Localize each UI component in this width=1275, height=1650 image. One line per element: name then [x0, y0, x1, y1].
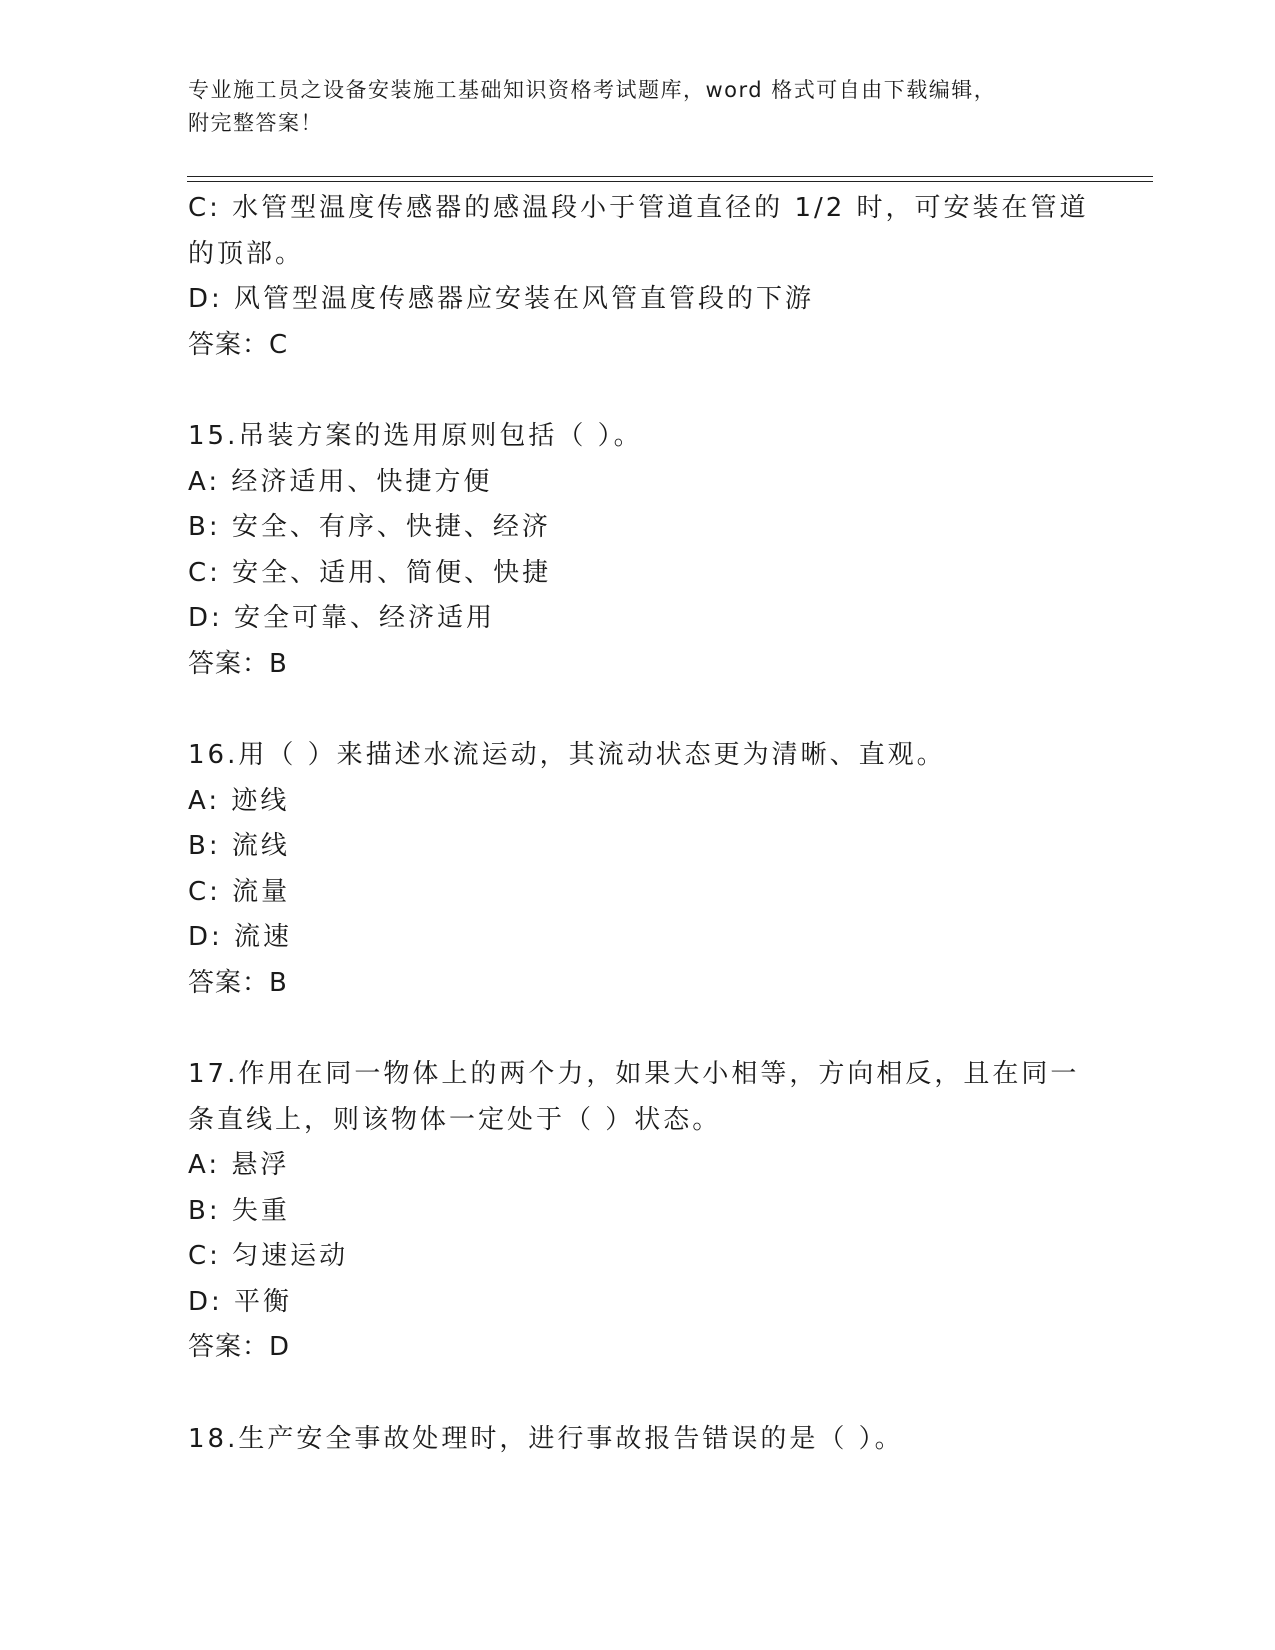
spacer [188, 687, 1088, 733]
option-d: D: 平衡 [188, 1286, 293, 1317]
document-header [188, 74, 1088, 140]
document-body [188, 186, 1088, 1462]
spacer [188, 1371, 1088, 1417]
option-c: C: 流量 [188, 876, 291, 907]
header-divider-bottom [187, 181, 1153, 182]
option-d: D: 风管型温度传感器应安装在风管直管段的下游 [188, 284, 815, 314]
option-c: C: 安全、适用、简便、快捷 [188, 557, 552, 588]
question-17 [188, 1052, 1088, 1371]
option-a: A: 迹线 [188, 785, 290, 816]
header-line-2: 附完整答案！ [188, 111, 323, 135]
option-c: C: 匀速运动 [188, 1241, 349, 1271]
question-16 [188, 733, 1088, 1006]
question-15 [188, 414, 1088, 687]
question-text-line-1: 17.作用在同一物体上的两个力，如果大小相等，方向相反，且在同一 [188, 1059, 1080, 1089]
answer: 答案：C [188, 329, 289, 360]
answer: 答案：B [188, 967, 288, 998]
question-18 [188, 1417, 1088, 1463]
option-b: B: 安全、有序、快捷、经济 [188, 512, 551, 542]
option-a: A: 经济适用、快捷方便 [188, 466, 493, 497]
option-b: B: 流线 [188, 831, 290, 861]
question-text: 15.吊装方案的选用原则包括（ ）。 [188, 421, 643, 451]
header-divider-top [187, 176, 1153, 177]
option-b: B: 失重 [188, 1195, 290, 1226]
question-14-tail [188, 186, 1088, 368]
question-text: 18.生产安全事故处理时，进行事故报告错误的是（ ）。 [188, 1423, 904, 1454]
option-d: D: 安全可靠、经济适用 [188, 603, 496, 633]
option-c-line-2: 的顶部。 [188, 238, 305, 269]
option-c-line-1: C: 水管型温度传感器的感温段小于管道直径的 1/2 时，可安装在管道 [188, 193, 1089, 223]
header-line-1: 专业施工员之设备安装施工基础知识资格考试题库，word 格式可自由下载编辑， [188, 78, 997, 102]
answer: 答案：B [188, 648, 288, 679]
spacer [188, 1006, 1088, 1052]
answer: 答案：D [188, 1332, 291, 1362]
spacer [188, 368, 1088, 414]
question-text-line-2: 条直线上，则该物体一定处于（ ）状态。 [188, 1104, 722, 1135]
option-d: D: 流速 [188, 922, 293, 952]
option-a: A: 悬浮 [188, 1150, 290, 1180]
question-text: 16.用（ ）来描述水流运动，其流动状态更为清晰、直观。 [188, 740, 946, 770]
